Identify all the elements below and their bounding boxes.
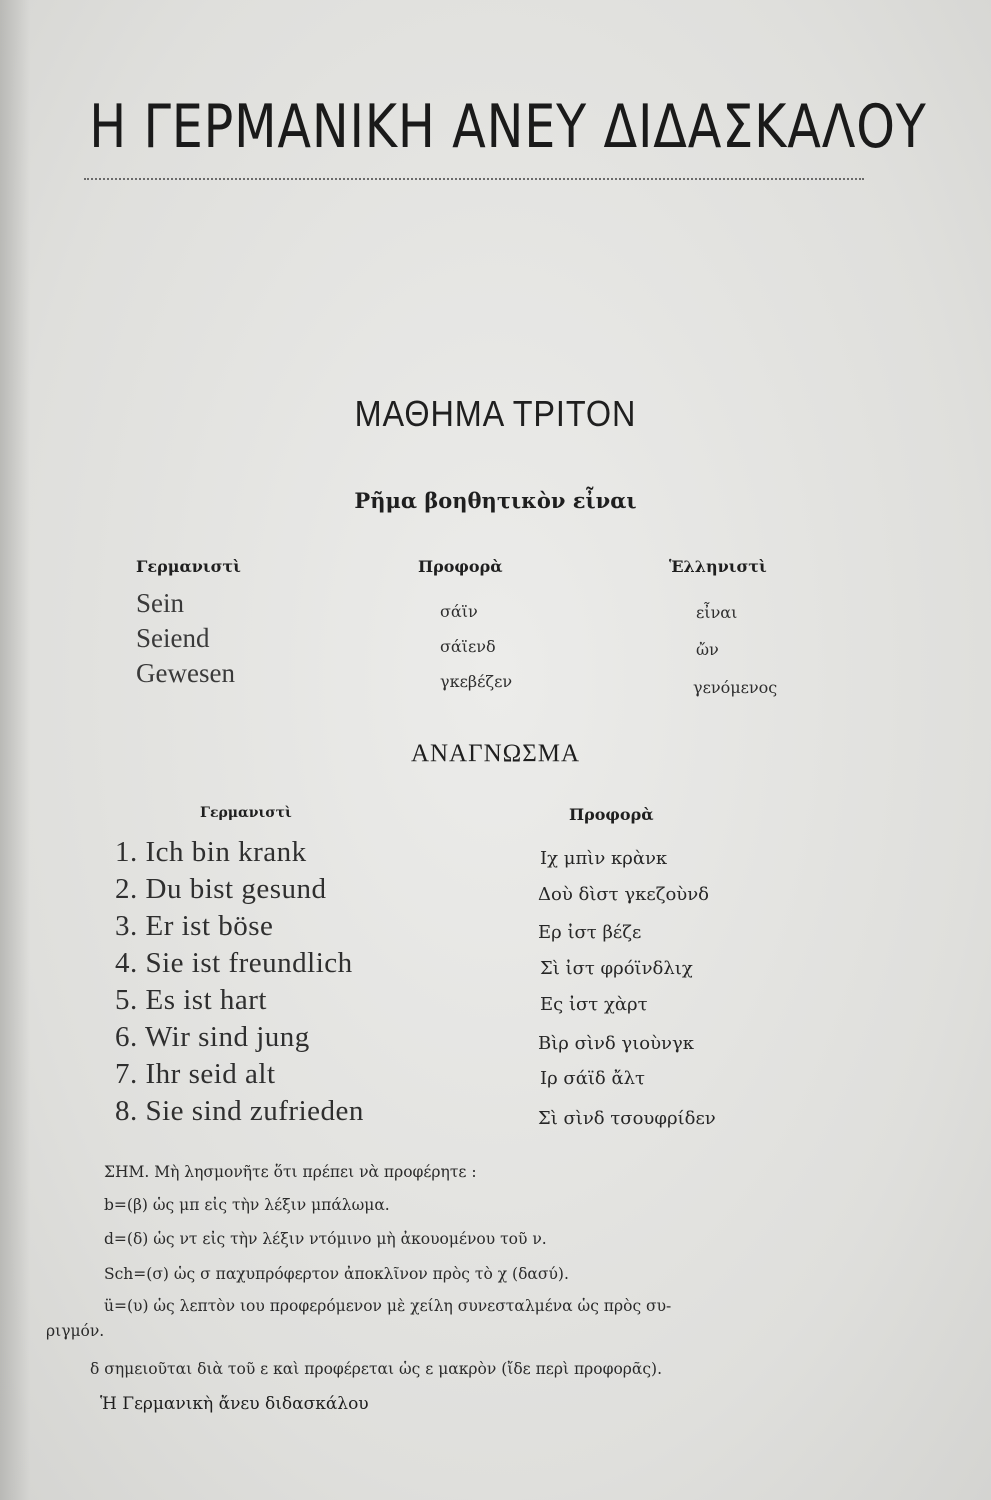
sentence-german: 6. Wir sind jung — [115, 1021, 310, 1053]
verb-row-greek: εἶναι — [696, 603, 738, 622]
running-footer: Ἡ Γερμανικὴ ἄνευ διδασκάλου — [100, 1394, 369, 1414]
sentence-german: 5. Es ist hart — [115, 984, 267, 1016]
sentence-german: 4. Sie ist freundlich — [115, 947, 353, 979]
verb-row-greek: ὤν — [696, 640, 719, 659]
reading-header-german: Γερμανιστὶ — [200, 805, 292, 821]
note-line: ΣΗΜ. Μὴ λησμονῆτε ὅτι πρέπει νὰ προφέρητε : — [104, 1163, 477, 1181]
sentence-pronunciation: Βὶρ σὶνδ γιοὺνγκ — [538, 1033, 694, 1054]
running-header-title: Η ΓΕΡΜΑΝΙΚΗ ΑΝΕΥ ΔΙΔΑΣΚΑΛΟΥ — [89, 92, 927, 162]
sentence-german: 8. Sie sind zufrieden — [115, 1095, 364, 1127]
sentence-pronunciation: Ιρ σάϊδ ἄλτ — [540, 1068, 645, 1089]
note-line: d=(δ) ὡς ντ εἰς τὴν λέξιν ντόμινο μὴ ἀκουομένου τοῦ ν. — [104, 1230, 547, 1248]
verb-row-greek: γενόμενος — [693, 678, 778, 697]
verb-row-pronunciation: σάϊενδ — [440, 637, 496, 656]
sentence-pronunciation: Ες ἰστ χὰρτ — [540, 994, 648, 1015]
verb-table-header-pronunciation: Προφορὰ — [418, 557, 503, 576]
note-line: ü=(υ) ὡς λεπτὸν ιου προφερόμενον μὲ χείλη συνεσταλμένα ὡς πρὸς συ- — [104, 1297, 672, 1315]
verb-row-german: Seiend — [136, 623, 210, 653]
note-line: δ σημειοῦται διὰ τοῦ ε καὶ προφέρεται ὡς ε μακρὸν (ἴδε περὶ προφορᾶς). — [90, 1360, 663, 1378]
verb-table-header-german: Γερμανιστὶ — [136, 557, 241, 576]
verb-row-german: Sein — [136, 588, 185, 618]
header-rule — [84, 178, 864, 180]
sentence-pronunciation: Σὶ σὶνδ τσουφρίδεν — [538, 1108, 716, 1129]
sentence-pronunciation: Ερ ἰστ βέζε — [538, 922, 642, 943]
note-line: Sch=(σ) ὡς σ παχυπρόφερτον ἀποκλῖνον πρὸς τὸ χ (δασύ). — [104, 1265, 569, 1283]
sentence-german: 2. Du bist gesund — [115, 873, 327, 905]
sentence-pronunciation: Σὶ ἰστ φρόϊνδλιχ — [540, 958, 693, 979]
sentence-pronunciation: Δοὺ δὶστ γκεζοὺνδ — [538, 884, 710, 905]
verb-row-pronunciation: γκεβέζεν — [440, 672, 513, 691]
verb-row-german: Gewesen — [136, 658, 235, 688]
sentence-german: 1. Ich bin krank — [115, 836, 307, 868]
lesson-title: ΜΑΘΗΜΑ ΤΡΙΤΟΝ — [354, 393, 637, 434]
sentence-german: 3. Er ist böse — [115, 910, 274, 942]
sentence-pronunciation: Ιχ μπὶν κρὰνκ — [540, 848, 668, 869]
reading-header-pronunciation: Προφορὰ — [569, 805, 654, 824]
sentence-german: 7. Ihr seid alt — [115, 1058, 276, 1090]
note-line: b=(β) ὡς μπ εἰς τὴν λέξιν μπάλωμα. — [104, 1196, 390, 1214]
lesson-subtitle: Ρῆμα βοηθητικὸν εἶναι — [354, 488, 637, 513]
reading-title: ΑΝΑΓΝΩΣΜΑ — [410, 740, 581, 767]
verb-row-pronunciation: σάϊν — [440, 602, 478, 621]
note-line: ριγμόν. — [46, 1322, 105, 1340]
verb-table-header-greek: Ἑλληνιστὶ — [669, 557, 767, 576]
